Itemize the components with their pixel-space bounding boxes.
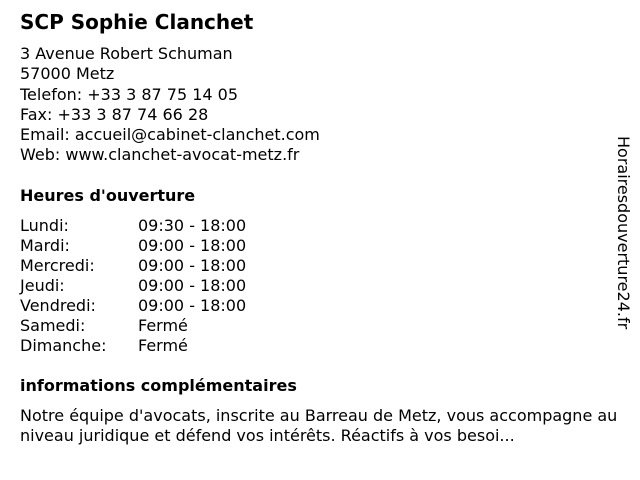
email-address: Email: accueil@cabinet-clanchet.com — [20, 125, 320, 145]
additional-info-text: Notre équipe d'avocats, inscrite au Barreau de Metz, vous accompagne au niveau juridique et défend vos intérêts. Réactifs à vos besoi... — [20, 405, 618, 446]
business-card — [20, 10, 625, 447]
hours-row-friday — [20, 296, 625, 316]
fax-number: Fax: +33 3 87 74 66 28 — [20, 104, 209, 124]
time-value: Fermé — [138, 335, 188, 355]
time-value: Fermé — [138, 315, 188, 335]
day-label: Mercredi: — [20, 255, 95, 275]
business-name: SCP Sophie Clanchet — [20, 10, 254, 34]
phone-number: Telefon: +33 3 87 75 14 05 — [20, 84, 239, 104]
contact-details — [20, 44, 625, 166]
hours-row-tuesday — [20, 236, 625, 256]
hours-row-sunday — [20, 336, 625, 356]
day-label: Jeudi: — [20, 275, 65, 295]
day-label: Dimanche: — [20, 335, 107, 355]
opening-hours-list — [20, 216, 625, 356]
hours-row-wednesday — [20, 256, 625, 276]
time-value: 09:00 - 18:00 — [138, 295, 247, 315]
opening-hours-heading: Heures d'ouverture — [20, 185, 196, 205]
day-label: Mardi: — [20, 235, 70, 255]
address-line-2: 57000 Metz — [20, 64, 115, 84]
hours-row-monday — [20, 216, 625, 236]
time-value: 09:00 - 18:00 — [138, 275, 247, 295]
day-label: Vendredi: — [20, 295, 96, 315]
time-value: 09:00 - 18:00 — [138, 235, 247, 255]
day-label: Lundi: — [20, 215, 69, 235]
hours-row-thursday — [20, 276, 625, 296]
additional-info-heading: informations complémentaires — [20, 375, 297, 395]
site-watermark: Horairesdouverture24.fr — [614, 136, 633, 330]
hours-row-saturday — [20, 316, 625, 336]
time-value: 09:30 - 18:00 — [138, 215, 247, 235]
day-label: Samedi: — [20, 315, 86, 335]
address-line-1: 3 Avenue Robert Schuman — [20, 44, 233, 63]
time-value: 09:00 - 18:00 — [138, 255, 247, 275]
website: Web: www.clanchet-avocat-metz.fr — [20, 145, 300, 165]
